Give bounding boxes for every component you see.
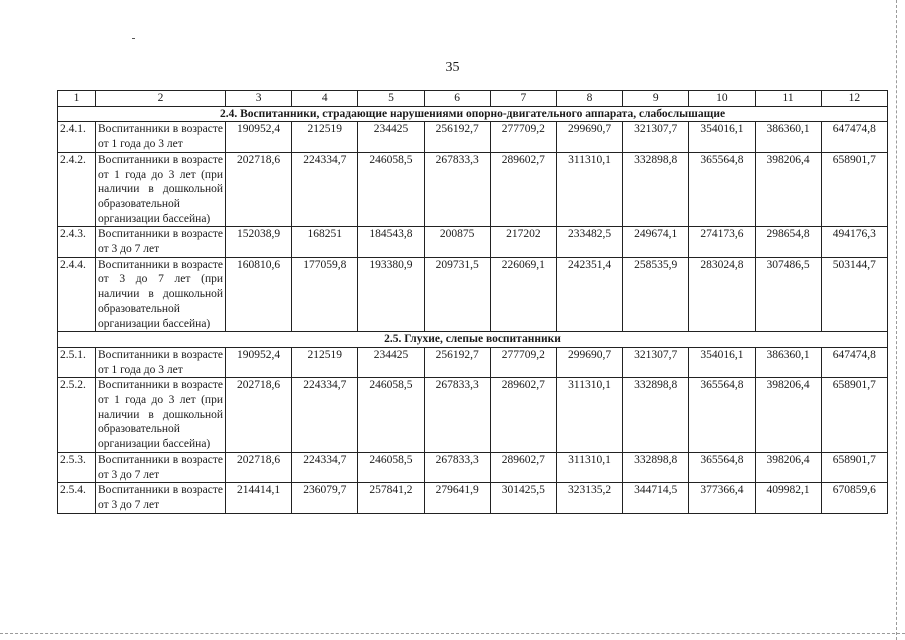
value-cell: 311310,1 bbox=[556, 152, 622, 227]
scan-speck bbox=[132, 38, 135, 39]
value-cell: 202718,6 bbox=[226, 452, 292, 482]
value-cell: 277709,2 bbox=[490, 347, 556, 377]
value-cell: 249674,1 bbox=[623, 227, 689, 257]
page-edge-bottom bbox=[0, 633, 905, 634]
column-header: 9 bbox=[623, 91, 689, 107]
value-cell: 246058,5 bbox=[358, 152, 424, 227]
value-cell: 283024,8 bbox=[689, 257, 755, 332]
column-header: 12 bbox=[821, 91, 887, 107]
row-code: 2.5.2. bbox=[58, 378, 96, 453]
value-cell: 398206,4 bbox=[755, 152, 821, 227]
value-cell: 226069,1 bbox=[490, 257, 556, 332]
value-cell: 256192,7 bbox=[424, 347, 490, 377]
column-header: 11 bbox=[755, 91, 821, 107]
row-code: 2.5.4. bbox=[58, 483, 96, 513]
value-cell: 354016,1 bbox=[689, 122, 755, 152]
value-cell: 365564,8 bbox=[689, 152, 755, 227]
value-cell: 299690,7 bbox=[556, 347, 622, 377]
value-cell: 332898,8 bbox=[623, 378, 689, 453]
value-cell: 298654,8 bbox=[755, 227, 821, 257]
value-cell: 168251 bbox=[292, 227, 358, 257]
value-cell: 160810,6 bbox=[226, 257, 292, 332]
value-cell: 190952,4 bbox=[226, 347, 292, 377]
value-cell: 386360,1 bbox=[755, 122, 821, 152]
column-header: 10 bbox=[689, 91, 755, 107]
section-title: 2.4. Воспитанники, страдающие нарушениями опорно-двигательного аппарата, слабослышащие bbox=[58, 106, 888, 122]
value-cell: 365564,8 bbox=[689, 378, 755, 453]
value-cell: 267833,3 bbox=[424, 452, 490, 482]
page-edge-right bbox=[896, 0, 897, 640]
row-code: 2.4.2. bbox=[58, 152, 96, 227]
value-cell: 658901,7 bbox=[821, 378, 887, 453]
value-cell: 658901,7 bbox=[821, 152, 887, 227]
section-title: 2.5. Глухие, слепые воспитанники bbox=[58, 332, 888, 348]
value-cell: 503144,7 bbox=[821, 257, 887, 332]
value-cell: 236079,7 bbox=[292, 483, 358, 513]
value-cell: 233482,5 bbox=[556, 227, 622, 257]
value-cell: 152038,9 bbox=[226, 227, 292, 257]
section-row bbox=[58, 106, 888, 122]
row-code: 2.5.1. bbox=[58, 347, 96, 377]
tariff-table bbox=[57, 90, 888, 514]
row-description: Воспитанники в возрасте от 1 года до 3 лет (при наличии в дошкольной образовательной организации бассейна) bbox=[96, 152, 226, 227]
row-code: 2.4.3. bbox=[58, 227, 96, 257]
value-cell: 323135,2 bbox=[556, 483, 622, 513]
value-cell: 274173,6 bbox=[689, 227, 755, 257]
value-cell: 212519 bbox=[292, 122, 358, 152]
value-cell: 311310,1 bbox=[556, 452, 622, 482]
column-header: 3 bbox=[226, 91, 292, 107]
value-cell: 202718,6 bbox=[226, 152, 292, 227]
table-row bbox=[58, 257, 888, 332]
column-header: 8 bbox=[556, 91, 622, 107]
value-cell: 256192,7 bbox=[424, 122, 490, 152]
value-cell: 301425,5 bbox=[490, 483, 556, 513]
table-row bbox=[58, 452, 888, 482]
value-cell: 242351,4 bbox=[556, 257, 622, 332]
value-cell: 332898,8 bbox=[623, 452, 689, 482]
value-cell: 299690,7 bbox=[556, 122, 622, 152]
value-cell: 344714,5 bbox=[623, 483, 689, 513]
value-cell: 307486,5 bbox=[755, 257, 821, 332]
value-cell: 200875 bbox=[424, 227, 490, 257]
table-row bbox=[58, 122, 888, 152]
table-row bbox=[58, 152, 888, 227]
row-description: Воспитанники в возрасте от 1 года до 3 лет (при наличии в дошкольной образовательной организации бассейна) bbox=[96, 378, 226, 453]
table-row bbox=[58, 483, 888, 513]
value-cell: 258535,9 bbox=[623, 257, 689, 332]
value-cell: 193380,9 bbox=[358, 257, 424, 332]
row-description: Воспитанники в возрасте от 3 до 7 лет bbox=[96, 483, 226, 513]
value-cell: 279641,9 bbox=[424, 483, 490, 513]
row-description: Воспитанники в возрасте от 1 года до 3 лет bbox=[96, 122, 226, 152]
value-cell: 202718,6 bbox=[226, 378, 292, 453]
column-header: 7 bbox=[490, 91, 556, 107]
value-cell: 647474,8 bbox=[821, 122, 887, 152]
value-cell: 398206,4 bbox=[755, 452, 821, 482]
value-cell: 670859,6 bbox=[821, 483, 887, 513]
value-cell: 311310,1 bbox=[556, 378, 622, 453]
value-cell: 257841,2 bbox=[358, 483, 424, 513]
value-cell: 365564,8 bbox=[689, 452, 755, 482]
value-cell: 234425 bbox=[358, 122, 424, 152]
value-cell: 386360,1 bbox=[755, 347, 821, 377]
value-cell: 289602,7 bbox=[490, 452, 556, 482]
value-cell: 277709,2 bbox=[490, 122, 556, 152]
value-cell: 647474,8 bbox=[821, 347, 887, 377]
column-header: 6 bbox=[424, 91, 490, 107]
column-header: 2 bbox=[96, 91, 226, 107]
value-cell: 354016,1 bbox=[689, 347, 755, 377]
value-cell: 321307,7 bbox=[623, 122, 689, 152]
value-cell: 190952,4 bbox=[226, 122, 292, 152]
row-code: 2.5.3. bbox=[58, 452, 96, 482]
column-number-row bbox=[58, 91, 888, 107]
value-cell: 398206,4 bbox=[755, 378, 821, 453]
row-code: 2.4.4. bbox=[58, 257, 96, 332]
row-code: 2.4.1. bbox=[58, 122, 96, 152]
value-cell: 409982,1 bbox=[755, 483, 821, 513]
table-row bbox=[58, 227, 888, 257]
value-cell: 217202 bbox=[490, 227, 556, 257]
value-cell: 289602,7 bbox=[490, 152, 556, 227]
value-cell: 267833,3 bbox=[424, 152, 490, 227]
value-cell: 214414,1 bbox=[226, 483, 292, 513]
value-cell: 321307,7 bbox=[623, 347, 689, 377]
value-cell: 289602,7 bbox=[490, 378, 556, 453]
value-cell: 377366,4 bbox=[689, 483, 755, 513]
table-row bbox=[58, 347, 888, 377]
value-cell: 267833,3 bbox=[424, 378, 490, 453]
value-cell: 209731,5 bbox=[424, 257, 490, 332]
value-cell: 246058,5 bbox=[358, 378, 424, 453]
value-cell: 212519 bbox=[292, 347, 358, 377]
column-header: 5 bbox=[358, 91, 424, 107]
value-cell: 332898,8 bbox=[623, 152, 689, 227]
column-header: 4 bbox=[292, 91, 358, 107]
value-cell: 234425 bbox=[358, 347, 424, 377]
row-description: Воспитанники в возрасте от 3 до 7 лет bbox=[96, 227, 226, 257]
value-cell: 184543,8 bbox=[358, 227, 424, 257]
page-number: 35 bbox=[445, 60, 460, 75]
value-cell: 177059,8 bbox=[292, 257, 358, 332]
column-header: 1 bbox=[58, 91, 96, 107]
value-cell: 494176,3 bbox=[821, 227, 887, 257]
value-cell: 246058,5 bbox=[358, 452, 424, 482]
section-row bbox=[58, 332, 888, 348]
value-cell: 224334,7 bbox=[292, 452, 358, 482]
row-description: Воспитанники в возрасте от 3 до 7 лет (при наличии в дошкольной образовательной организации бассейна) bbox=[96, 257, 226, 332]
value-cell: 224334,7 bbox=[292, 152, 358, 227]
row-description: Воспитанники в возрасте от 1 года до 3 лет bbox=[96, 347, 226, 377]
row-description: Воспитанники в возрасте от 3 до 7 лет bbox=[96, 452, 226, 482]
value-cell: 658901,7 bbox=[821, 452, 887, 482]
value-cell: 224334,7 bbox=[292, 378, 358, 453]
table-row bbox=[58, 378, 888, 453]
